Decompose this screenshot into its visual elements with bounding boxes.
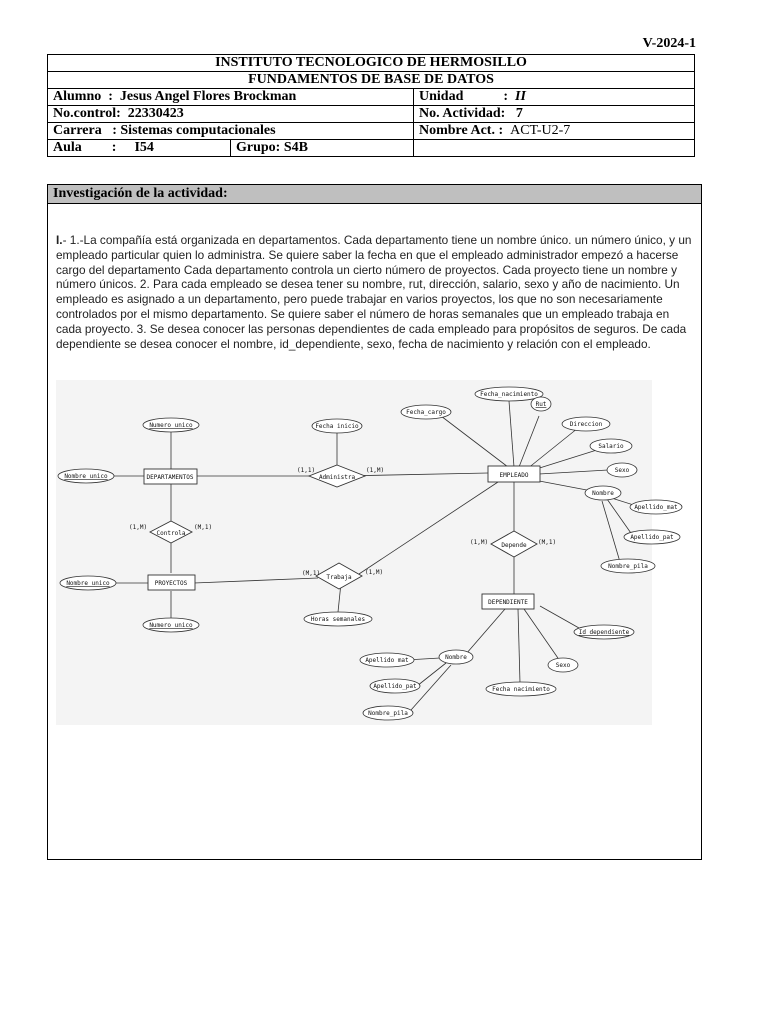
- attr-emp-rut: Rut: [535, 401, 547, 408]
- er-diagram: [56, 380, 678, 725]
- career-value: Sistemas computacionales: [120, 123, 276, 138]
- attr-emp-apellido-mat: Apellido_mat: [634, 504, 678, 511]
- attr-dep-fecha-nacimiento: Fecha nacimiento: [492, 686, 550, 693]
- attr-proy-numero: Numero unico: [149, 622, 193, 629]
- student-cell: Alumno : Jesus Angel Flores Brockman: [48, 89, 414, 106]
- institute-name: INSTITUTO TECNOLOGICO DE HERMOSILLO: [48, 55, 695, 72]
- activity-number-label: No. Actividad:: [419, 106, 506, 121]
- relation-administra: Administra: [318, 474, 356, 481]
- attr-dept-nombre: Nombre unico: [64, 473, 108, 480]
- attr-emp-direccion: Direccion: [569, 421, 603, 428]
- unit-cell: Unidad : II: [414, 89, 695, 106]
- unit-label: Unidad: [419, 89, 464, 104]
- paragraph-text: - 1.-La compañía está organizada en departamentos. Cada departamento tiene un nombre único. un número único, y un empleado particular quien lo administra. Se quiere saber la fecha en que el empleado administrador empezó a hacerse cargo del departamento Cada departamento controla un cierto número de proyectos. Cada proyecto tiene un nombre y número únicos. 2. Para cada empleado se desea tener su nombre, rut, dirección, salario, sexo y año de nacimiento. Un empleado es asignado a un departamento, pero puede trabajar en varios proyectos, los que no son necesariamente controlados por el mismo departamento. Se quiere saber el número de horas semanales que un empleado trabaja en cada proyecto. 3. Se desea conocer las personas dependientes de cada empleado para propósitos de seguros. De cada dependiente se desea conocer el nombre, id_dependiente, sexo, fecha de nacimiento y relación con el empleado.: [56, 233, 692, 351]
- attr-emp-fecha-cargo: Fecha_cargo: [406, 409, 446, 416]
- card-controla-right: (M,1): [194, 524, 213, 531]
- attr-emp-apellido-pat: Apellido_pat: [630, 534, 674, 541]
- student-name: Jesus Angel Flores Brockman: [119, 89, 297, 104]
- card-administra-right: (1,M): [366, 467, 385, 474]
- attr-emp-nombre-pila: Nombre_pila: [608, 563, 648, 570]
- card-trabaja-left: (M,1): [302, 570, 321, 577]
- paragraph-prefix: I.: [56, 233, 63, 247]
- attr-dep-sexo: Sexo: [555, 662, 571, 669]
- attr-emp-salario: Salario: [598, 443, 624, 450]
- section-title: Investigación de la actividad:: [48, 185, 701, 204]
- attr-horas-semanales: Horas semanales: [310, 616, 366, 623]
- career-cell: Carrera : Sistemas computacionales: [48, 123, 414, 140]
- student-label: Alumno: [53, 89, 102, 104]
- room-cell: Aula : I54: [48, 140, 231, 157]
- relation-controla: Controla: [156, 530, 186, 537]
- relation-trabaja: Trabaja: [326, 574, 352, 581]
- entity-proyectos: PROYECTOS: [154, 580, 188, 587]
- attr-dep-nombre: Nombre: [445, 654, 467, 661]
- attr-dep-apellido-pat: Apellido_pat: [373, 683, 417, 690]
- entity-departamentos: DEPARTAMENTOS: [146, 474, 194, 481]
- card-administra-left: (1,1): [297, 467, 316, 474]
- card-trabaja-right: (1,M): [365, 569, 384, 576]
- header-table: [47, 54, 695, 157]
- attr-dep-apellido-mat: Apellido mat: [365, 657, 409, 664]
- room-label: Aula: [53, 140, 82, 155]
- activity-number: 7: [515, 106, 523, 121]
- investigation-section: [47, 184, 702, 860]
- entity-dependiente: DEPENDIENTE: [488, 599, 528, 606]
- attr-dep-id: Id dependiente: [578, 629, 630, 636]
- attr-dept-numero: Numero unico: [149, 422, 193, 429]
- attr-emp-fecha-nacimiento: Fecha_nacimiento: [480, 391, 538, 398]
- control-label: No.control:: [53, 106, 121, 121]
- control-cell: [48, 106, 414, 123]
- activity-name-label: Nombre Act. :: [419, 123, 504, 138]
- empty-cell: [414, 140, 695, 157]
- card-controla-left: (1,M): [129, 524, 148, 531]
- control-number: 22330423: [127, 106, 184, 121]
- relation-depende: Depende: [501, 542, 527, 549]
- attr-fecha-inicio: Fecha inicio: [315, 423, 359, 430]
- activity-number-cell: [414, 106, 695, 123]
- attr-proy-nombre: Nombre unico: [66, 580, 110, 587]
- card-depende-right: (M,1): [538, 539, 557, 546]
- career-label: Carrera: [53, 123, 102, 138]
- card-depende-left: (1,M): [470, 539, 489, 546]
- room-value: I54: [134, 140, 154, 155]
- version-label: V-2024-1: [642, 36, 696, 51]
- course-name: FUNDAMENTOS DE BASE DE DATOS: [48, 72, 695, 89]
- activity-paragraph: [56, 233, 692, 351]
- group-label: Grupo: S4B: [236, 140, 308, 155]
- group-cell: [231, 140, 414, 157]
- activity-name-cell: [414, 123, 695, 140]
- activity-name: ACT-U2-7: [510, 123, 571, 138]
- attr-dep-nombre-pila: Nombre_pila: [368, 710, 408, 717]
- attr-emp-nombre: Nombre: [592, 490, 614, 497]
- unit-value: II: [515, 89, 526, 104]
- attr-emp-sexo: Sexo: [614, 467, 630, 474]
- entity-empleado: EMPLEADO: [499, 472, 529, 479]
